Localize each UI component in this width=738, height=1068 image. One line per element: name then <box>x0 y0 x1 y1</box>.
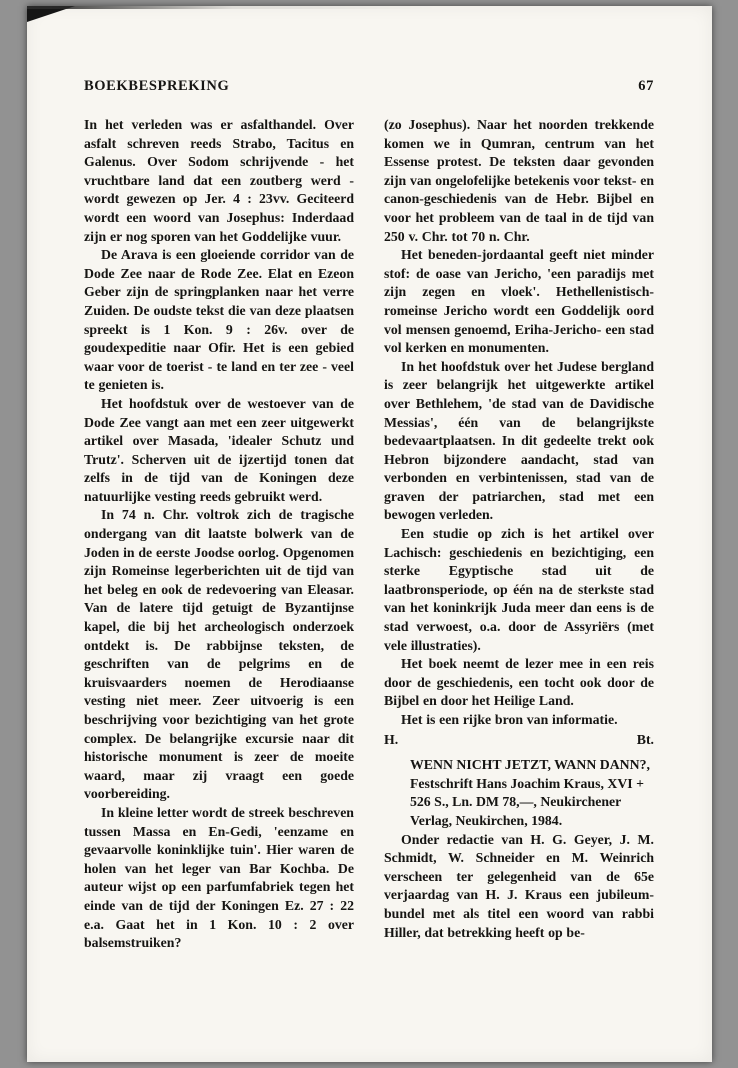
page-content <box>84 78 654 953</box>
paragraph: Het hoofdstuk over de westoever van de Dode Zee vangt aan met een zeer uitgewerkt artikel over Masada, 'idealer Schutz und Trutz'. Scherven uit de ijzertijd tonen dat zelfs in de tijd van de Koningen deze natuurlijke vesting reeds gebruikt werd. <box>84 395 354 504</box>
paragraph: Het beneden-jordaantal geeft niet minder stof: de oase van Jericho, 'een paradijs met zijn zegen en vloek'. Hethellenistisch-romeinse Jericho wordt een Goddelijk oord vol mensen genoemd, Eriha-Jericho- een stad vol kerken en monumenten. <box>384 247 654 356</box>
scan-edge-artifact <box>27 6 712 9</box>
page-number: 67 <box>638 78 654 94</box>
paragraph: De Arava is een gloeiende corridor van de Dode Zee naar de Rode Zee. Elat en Ezeon Geber zijn de springplanken naar het verre Zuiden. De oudste tekst die van deze plaatsen spreekt is 1 Kon. 9 : 26v. over de goudexpeditie naar Ofir. Het is een gebied waar voor de toerist - te land en ter zee - veel te genieten is. <box>84 247 354 393</box>
paragraph: Het boek neemt de lezer mee in een reis door de geschiedenis, een tocht ook door de Bijbel en door het Heilige Land. <box>384 656 654 709</box>
paragraph: In het verleden was er asfalthandel. Over asfalt schreven reeds Strabo, Tacitus en Galenus. Over Sodom schrijvende - het vruchtbare land dat een zoutberg werd - wordt gewezen op Jer. 4 : 23vv. Geciteerd wordt een woord van Josephus: Inderdaad zijn er nog sporen van het Goddelijke vuur. <box>84 117 354 244</box>
paragraph: (zo Josephus). Naar het noorden trekkende komen we in Qumran, centrum van het Essense protest. De teksten daar gevonden zijn van ongelofelijke betekenis voor tekst- en canon-geschiedenis van de Hebr. Bijbel en voor het probleem van de taal in de tijd van 250 v. Chr. tot 70 n. Chr. <box>384 117 654 244</box>
paragraph: Een studie op zich is het artikel over Lachisch: geschiedenis en bezichtiging, een sterke Egyptische stad uit de laatbronsperiode, op één na de sterkste stad van het koninkrijk Juda meer dan eens is de stad verwoest, o.a. door de Assyriërs (met vele illustraties). <box>384 526 654 653</box>
paragraph: In het hoofdstuk over het Judese bergland is zeer belangrijk het uitgewerkte artikel over Bethlehem, 'de stad van de Davidische Messias', één van de belangrijkste bedevaartplaatsen. In dit gedeelte trekt ook Hebron bijzondere aandacht, stad van verbonden en verbintenissen, stad van de graven der patriarchen, stad met een bewogen verleden. <box>384 358 654 523</box>
signature-reviewer: Bt. <box>636 731 654 747</box>
right-column <box>384 116 654 953</box>
book-entry-heading: WENN NICHT JETZT, WANN DANN?, Festschrift Hans Joachim Kraus, XVI + 526 S., Ln. DM 78,—, Neukirchener Verlag, Neukirchen, 1984. <box>410 757 650 828</box>
page-header <box>84 78 654 95</box>
paragraph: Onder redactie van H. G. Geyer, J. M. Schmidt, W. Schneider en M. Weinrich verscheen ter gelegenheid van de 65e verjaardag van H. J. Kraus een jubileum-bundel met als titel een woord van rabbi Hiller, dat betrekking heeft op be- <box>384 831 654 940</box>
paragraph: Het is een rijke bron van informatie. <box>401 712 618 727</box>
two-column-text <box>84 116 654 953</box>
left-column <box>84 116 354 953</box>
signature-row <box>384 731 654 750</box>
signature-initial: H. <box>384 731 399 747</box>
paragraph: In kleine letter wordt de streek beschreven tussen Massa en En-Gedi, 'eenzame en gevaarvolle koninklijke tuin'. Hier waren de holen van het leger van Bar Kochba. De auteur wijst op een parfumfabriek tegen het einde van de tijd der Koningen Ez. 27 : 22 e.a. Gaat het in 1 Kon. 10 : 2 over balsemstruiken? <box>84 804 354 951</box>
paragraph: In 74 n. Chr. voltrok zich de tragische ondergang van dit laatste bolwerk van de Joden in de eerste Joodse oorlog. Opgenomen zijn Romeinse legerberichten uit de tijd van het beleg en ook de redevoering van Eleasar. Van de latere tijd getuigt de Byzantijnse kapel, die bij het archeologisch onderzoek ontdekt is. De rabbijnse teksten, de geschriften van de pelgrims en de kruisvaarders noemen de Herodiaanse vesting niet meer. Zeer uitvoerig is een beschrijving voor bezichtiging van het grote complex. De belangrijke excursie naar dit historische monument is zeer de moeite waard, maar zij vraagt een goede voorbereiding. <box>84 507 354 802</box>
section-title: BOEKBESPREKING <box>84 78 230 94</box>
scanned-page <box>27 6 712 1062</box>
